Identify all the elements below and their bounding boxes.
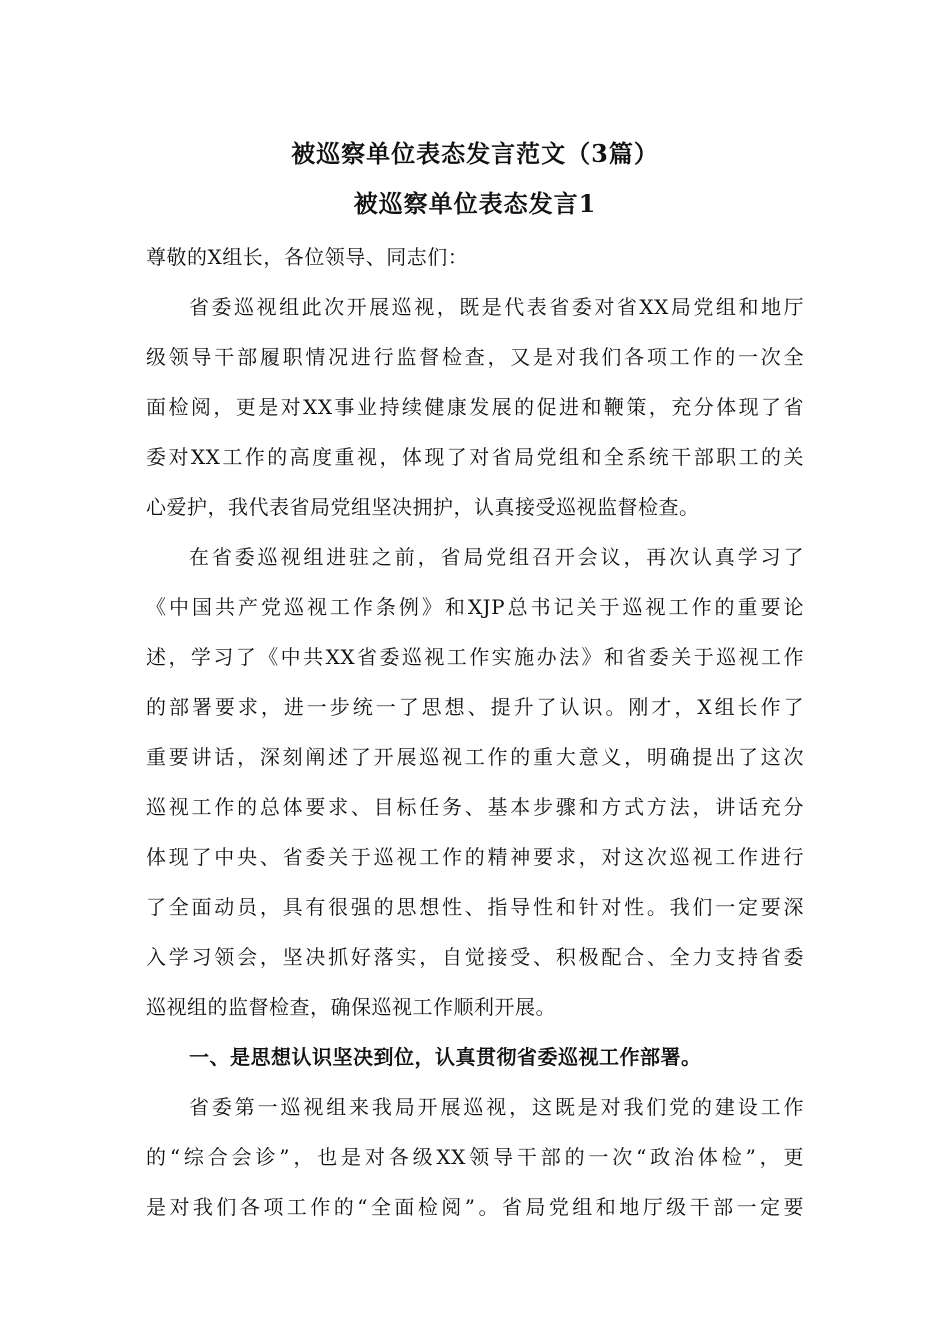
paragraph-line: 委对XX工作的高度重视，体现了对省局党组和全系统干部职工的关	[146, 445, 804, 469]
paragraph-line: 巡视组的监督检查，确保巡视工作顺利开展。	[146, 995, 556, 1019]
paragraph-line: 《中国共产党巡视工作条例》和XJP总书记关于巡视工作的重要论	[146, 595, 804, 619]
paragraph-line: 述，学习了《中共XX省委巡视工作实施办法》和省委关于巡视工作	[146, 645, 804, 669]
paragraph-line: 入学习领会，坚决抓好落实，自觉接受、积极配合、全力支持省委	[146, 945, 804, 969]
paragraph-line: 在省委巡视组进驻之前，省局党组召开会议，再次认真学习了	[189, 545, 804, 569]
paragraph-line: 的部署要求，进一步统一了思想、提升了认识。刚才，X组长作了	[146, 695, 804, 719]
paragraph-line: 重要讲话，深刻阐述了开展巡视工作的重大意义，明确提出了这次	[146, 745, 804, 769]
paragraph-line: 心爱护，我代表省局党组坚决拥护，认真接受巡视监督检查。	[146, 495, 700, 519]
paragraph-line: 省委巡视组此次开展巡视，既是代表省委对省XX局党组和地厅	[189, 295, 804, 319]
document-title: 被巡察单位表态发言范文（3篇）	[291, 139, 659, 168]
paragraph-line: 省委第一巡视组来我局开展巡视，这既是对我们党的建设工作	[189, 1095, 804, 1119]
paragraph-line: 了全面动员，具有很强的思想性、指导性和针对性。我们一定要深	[146, 895, 804, 919]
salutation: 尊敬的X组长，各位领导、同志们：	[146, 245, 469, 269]
paragraph-line: 是对我们各项工作的“全面检阅”。省局党组和地厅级干部一定要	[146, 1195, 804, 1219]
paragraph-line: 面检阅，更是对XX事业持续健康发展的促进和鞭策，充分体现了省	[146, 395, 804, 419]
document-subtitle: 被巡察单位表态发言1	[353, 189, 597, 218]
paragraph-line: 巡视工作的总体要求、目标任务、基本步骤和方式方法，讲话充分	[146, 795, 804, 819]
paragraph-line: 体现了中央、省委关于巡视工作的精神要求，对这次巡视工作进行	[146, 845, 804, 869]
paragraph-line: 级领导干部履职情况进行监督检查，又是对我们各项工作的一次全	[146, 345, 804, 369]
paragraph-line: 的“综合会诊”，也是对各级XX领导干部的一次“政治体检”，更	[146, 1145, 804, 1169]
section-heading: 一、是思想认识坚决到位，认真贯彻省委巡视工作部署。	[189, 1045, 702, 1069]
